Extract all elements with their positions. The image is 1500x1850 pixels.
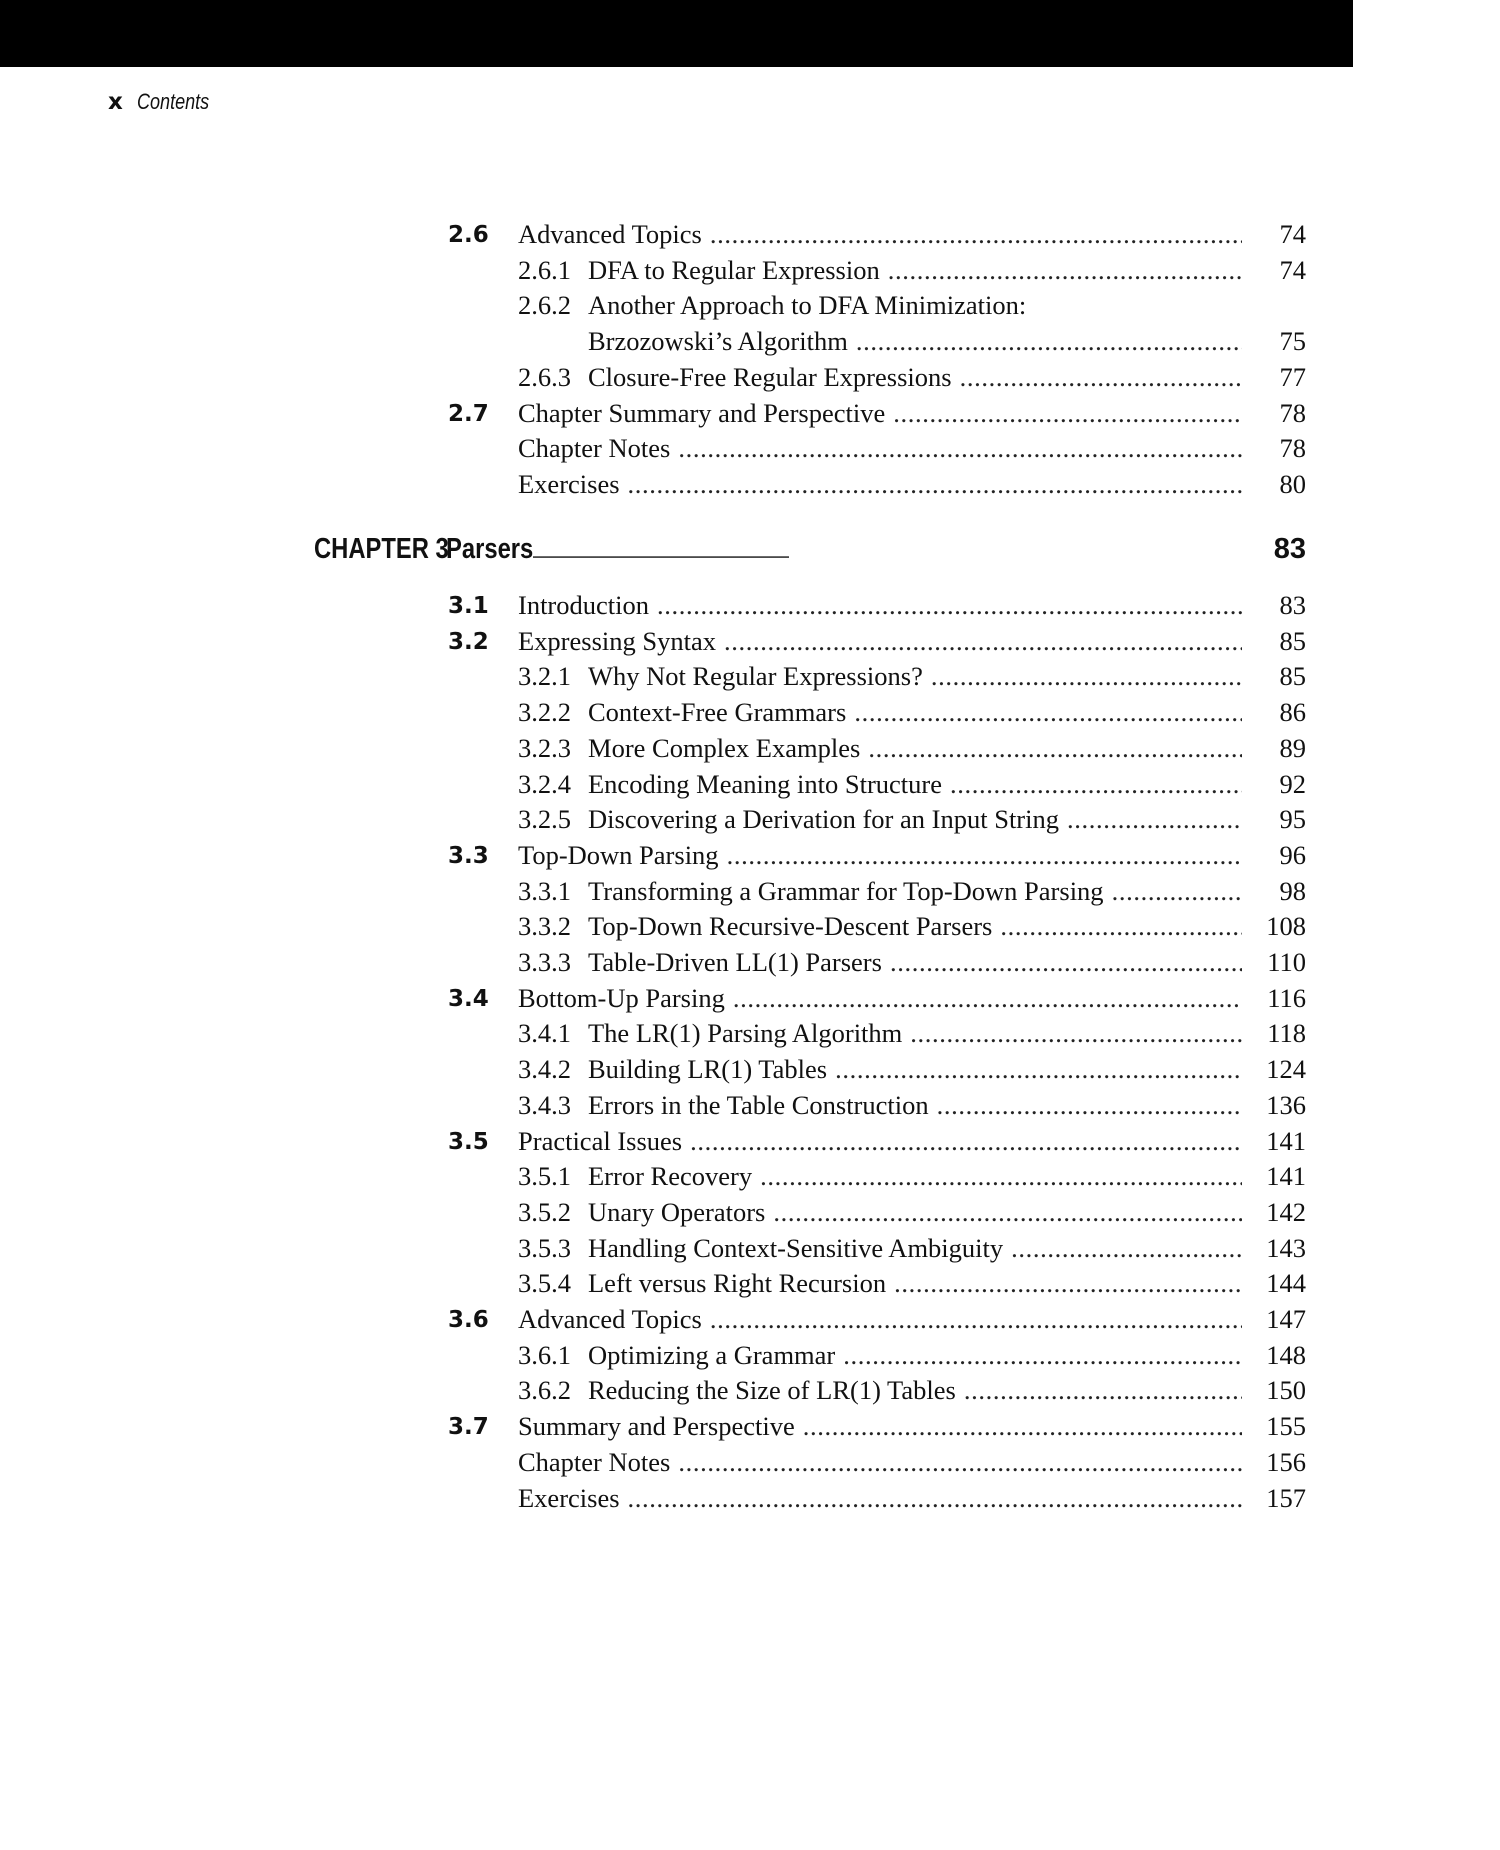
entry-title: Practical Issues xyxy=(518,1125,683,1156)
page-number: 74 xyxy=(1279,219,1306,249)
subsection-number: 3.2.2 xyxy=(518,697,571,728)
entry-title: Reducing the Size of LR(1) Tables xyxy=(588,1375,956,1406)
subsection-number: 3.6.1 xyxy=(518,1339,571,1370)
dot-leader xyxy=(760,1161,1242,1192)
entry-title: Top-Down Recursive-Descent Parsers xyxy=(588,911,993,942)
dot-leader xyxy=(657,590,1242,621)
page-number: 96 xyxy=(1279,839,1306,870)
dot-leader xyxy=(890,947,1242,978)
dot-leader xyxy=(1112,876,1242,907)
toc-row[interactable] xyxy=(0,1447,1306,1481)
page-number: 116 xyxy=(1267,982,1306,1013)
dot-leader xyxy=(856,326,1242,357)
toc-row[interactable] xyxy=(0,1304,1306,1338)
entry-title: Chapter Summary and Perspective xyxy=(518,397,886,428)
subsection-number: 3.2.1 xyxy=(518,661,571,692)
dot-leader xyxy=(910,1018,1242,1049)
page-number: 108 xyxy=(1266,911,1306,942)
toc-row[interactable] xyxy=(0,733,1306,767)
dot-leader xyxy=(835,1054,1242,1085)
page-number: 141 xyxy=(1266,1125,1306,1156)
dot-leader xyxy=(690,1126,1242,1157)
page-number: 110 xyxy=(1267,947,1306,977)
subsection-number: 3.4.3 xyxy=(518,1089,571,1120)
dot-leader xyxy=(773,1197,1242,1228)
chapter-page: 83 xyxy=(1273,533,1306,565)
entry-title: Summary and Perspective xyxy=(518,1411,795,1442)
toc-row[interactable] xyxy=(0,1054,1306,1088)
page-number: 148 xyxy=(1266,1339,1306,1370)
entry-title: Chapter Notes xyxy=(518,433,671,464)
dot-leader xyxy=(733,983,1242,1014)
chapter-heading[interactable] xyxy=(314,533,1306,573)
entry-title: Context-Free Grammars xyxy=(588,697,847,728)
entry-title: Unary Operators xyxy=(588,1196,766,1227)
section-number: 3.2 xyxy=(448,628,489,655)
toc-row[interactable] xyxy=(0,1126,1306,1160)
toc-row[interactable] xyxy=(0,362,1306,396)
subsection-number: 3.5.1 xyxy=(518,1161,571,1192)
toc-row[interactable] xyxy=(0,1018,1306,1052)
toc-row[interactable] xyxy=(0,769,1306,803)
toc-row[interactable] xyxy=(0,661,1306,695)
toc-row[interactable] xyxy=(0,626,1306,660)
entry-title: Another Approach to DFA Minimization: xyxy=(588,290,1027,321)
entry-title: Introduction xyxy=(518,590,649,620)
page-number: 144 xyxy=(1266,1268,1306,1299)
subsection-number: 3.4.2 xyxy=(518,1054,571,1085)
toc-row[interactable] xyxy=(0,398,1306,432)
toc-row[interactable] xyxy=(0,1233,1306,1267)
page-number: 155 xyxy=(1266,1411,1306,1442)
page-number: 77 xyxy=(1279,361,1306,392)
toc-row[interactable] xyxy=(0,433,1306,467)
entry-title: Advanced Topics xyxy=(518,219,702,249)
entry-title: Left versus Right Recursion xyxy=(588,1268,887,1299)
page-number: 150 xyxy=(1266,1375,1306,1406)
toc-row[interactable] xyxy=(0,911,1306,945)
entry-title: Handling Context-Sensitive Ambiguity xyxy=(588,1232,1004,1263)
toc-row[interactable] xyxy=(0,469,1306,503)
toc-row[interactable] xyxy=(0,983,1306,1017)
toc-row[interactable] xyxy=(0,1340,1306,1374)
subsection-number: 3.2.3 xyxy=(518,732,571,763)
page-folio: x xyxy=(108,89,123,115)
toc-row[interactable] xyxy=(0,326,1306,360)
chapter-label: CHAPTER 3 xyxy=(314,533,449,565)
page-number: 98 xyxy=(1279,875,1306,906)
page-number: 157 xyxy=(1266,1482,1306,1513)
subsection-number: 3.2.5 xyxy=(518,804,571,835)
dot-leader xyxy=(724,626,1242,657)
subsection-number: 3.3.2 xyxy=(518,911,571,942)
dot-leader xyxy=(893,398,1242,429)
entry-title: Errors in the Table Construction xyxy=(588,1089,929,1120)
entry-title: Building LR(1) Tables xyxy=(588,1054,828,1085)
subsection-number: 3.4.1 xyxy=(518,1018,571,1049)
entry-title: Discovering a Derivation for an Input String xyxy=(588,804,1059,835)
page-number: 78 xyxy=(1279,397,1306,428)
dot-leader xyxy=(1000,911,1242,942)
subsection-number: 2.6.1 xyxy=(518,254,571,285)
entry-title: DFA to Regular Expression xyxy=(588,254,880,285)
dot-leader xyxy=(727,840,1242,871)
section-number: 3.1 xyxy=(448,593,489,619)
toc-row[interactable] xyxy=(0,804,1306,838)
toc-row[interactable] xyxy=(0,290,1306,324)
dot-leader xyxy=(937,1090,1242,1121)
section-number: 3.6 xyxy=(448,1307,489,1333)
section-number: 3.7 xyxy=(448,1414,489,1441)
toc-row[interactable] xyxy=(0,590,1306,624)
dot-leader xyxy=(960,362,1242,393)
page-number: 141 xyxy=(1266,1161,1306,1192)
entry-title: Encoding Meaning into Structure xyxy=(588,768,942,799)
entry-title: More Complex Examples xyxy=(588,732,861,763)
toc-row[interactable] xyxy=(0,1375,1306,1409)
page-number: 124 xyxy=(1266,1054,1306,1085)
dot-leader xyxy=(628,469,1242,500)
toc-row[interactable] xyxy=(0,947,1306,981)
page-number: 78 xyxy=(1279,433,1306,464)
subsection-number: 3.5.3 xyxy=(518,1232,571,1263)
entry-title: Advanced Topics xyxy=(518,1304,702,1334)
entry-title: Why Not Regular Expressions? xyxy=(588,661,923,692)
entry-title: Table-Driven LL(1) Parsers xyxy=(588,947,882,977)
page-number: 89 xyxy=(1279,732,1306,763)
page-number: 86 xyxy=(1279,697,1306,728)
dot-leader xyxy=(532,545,1244,563)
toc-row[interactable] xyxy=(0,1411,1306,1445)
dot-leader xyxy=(803,1411,1242,1442)
page-number: 136 xyxy=(1266,1089,1306,1120)
dot-leader xyxy=(950,769,1242,800)
dot-leader xyxy=(894,1268,1242,1299)
toc-row[interactable] xyxy=(0,697,1306,731)
toc-row[interactable] xyxy=(0,1483,1306,1517)
page-number: 156 xyxy=(1266,1446,1306,1477)
page-number: 75 xyxy=(1279,326,1306,357)
entry-title: Expressing Syntax xyxy=(518,625,716,656)
entry-title: Chapter Notes xyxy=(518,1446,671,1477)
entry-title: Exercises xyxy=(518,1482,620,1513)
toc-row[interactable] xyxy=(0,1268,1306,1302)
entry-title: Bottom-Up Parsing xyxy=(518,982,725,1013)
toc-row[interactable] xyxy=(0,255,1306,289)
dot-leader xyxy=(628,1483,1242,1514)
page-number: 83 xyxy=(1279,590,1306,620)
page-number: 118 xyxy=(1267,1018,1306,1049)
subsection-number: 3.5.2 xyxy=(518,1196,571,1227)
entry-title: Transforming a Grammar for Top-Down Parsing xyxy=(588,875,1104,906)
subsection-number: 2.6.3 xyxy=(518,361,571,392)
dot-leader xyxy=(888,255,1242,286)
dot-leader xyxy=(710,1304,1242,1335)
dot-leader xyxy=(1011,1233,1242,1264)
subsection-number: 3.6.2 xyxy=(518,1375,571,1406)
toc-row[interactable] xyxy=(0,876,1306,910)
entry-title: Exercises xyxy=(518,468,620,499)
entry-title: Brzozowski’s Algorithm xyxy=(588,326,848,357)
section-number: 3.3 xyxy=(448,842,489,869)
section-number: 2.6 xyxy=(448,222,489,248)
page-number: 80 xyxy=(1279,468,1306,499)
page-number: 85 xyxy=(1279,625,1306,656)
toc-row[interactable] xyxy=(0,1090,1306,1124)
section-number: 3.4 xyxy=(448,985,489,1012)
dot-leader xyxy=(964,1375,1242,1406)
running-title: Contents xyxy=(136,89,210,114)
page-number: 142 xyxy=(1266,1196,1306,1227)
subsection-number: 3.3.1 xyxy=(518,875,571,906)
entry-title: Error Recovery xyxy=(588,1161,753,1192)
subsection-number: 3.2.4 xyxy=(518,768,571,799)
entry-title: Top-Down Parsing xyxy=(518,839,719,870)
page-number: 147 xyxy=(1266,1304,1306,1334)
dot-leader xyxy=(710,219,1242,250)
page-number: 95 xyxy=(1279,804,1306,835)
entry-title: The LR(1) Parsing Algorithm xyxy=(588,1018,903,1049)
dot-leader xyxy=(931,661,1242,692)
page-number: 74 xyxy=(1279,254,1306,285)
toc-row[interactable] xyxy=(0,1197,1306,1231)
dot-leader xyxy=(678,433,1242,464)
subsection-number: 2.6.2 xyxy=(518,290,571,321)
subsection-number: 3.5.4 xyxy=(518,1268,571,1299)
entry-title: Optimizing a Grammar xyxy=(588,1339,836,1370)
page-number: 143 xyxy=(1266,1232,1306,1263)
dot-leader xyxy=(868,733,1242,764)
section-number: 3.5 xyxy=(448,1128,489,1155)
dot-leader xyxy=(678,1447,1242,1478)
subsection-number: 3.3.3 xyxy=(518,947,571,977)
toc-row[interactable] xyxy=(0,1161,1306,1195)
dot-leader xyxy=(843,1340,1242,1371)
dot-leader xyxy=(1067,804,1242,835)
toc-row[interactable] xyxy=(0,219,1306,253)
entry-title: Closure-Free Regular Expressions xyxy=(588,361,952,392)
page-number: 92 xyxy=(1279,768,1306,799)
toc-row[interactable] xyxy=(0,840,1306,874)
dot-leader xyxy=(854,697,1242,728)
chapter-title: Parsers xyxy=(446,533,534,565)
section-number: 2.7 xyxy=(448,400,489,427)
page-number: 85 xyxy=(1279,661,1306,692)
